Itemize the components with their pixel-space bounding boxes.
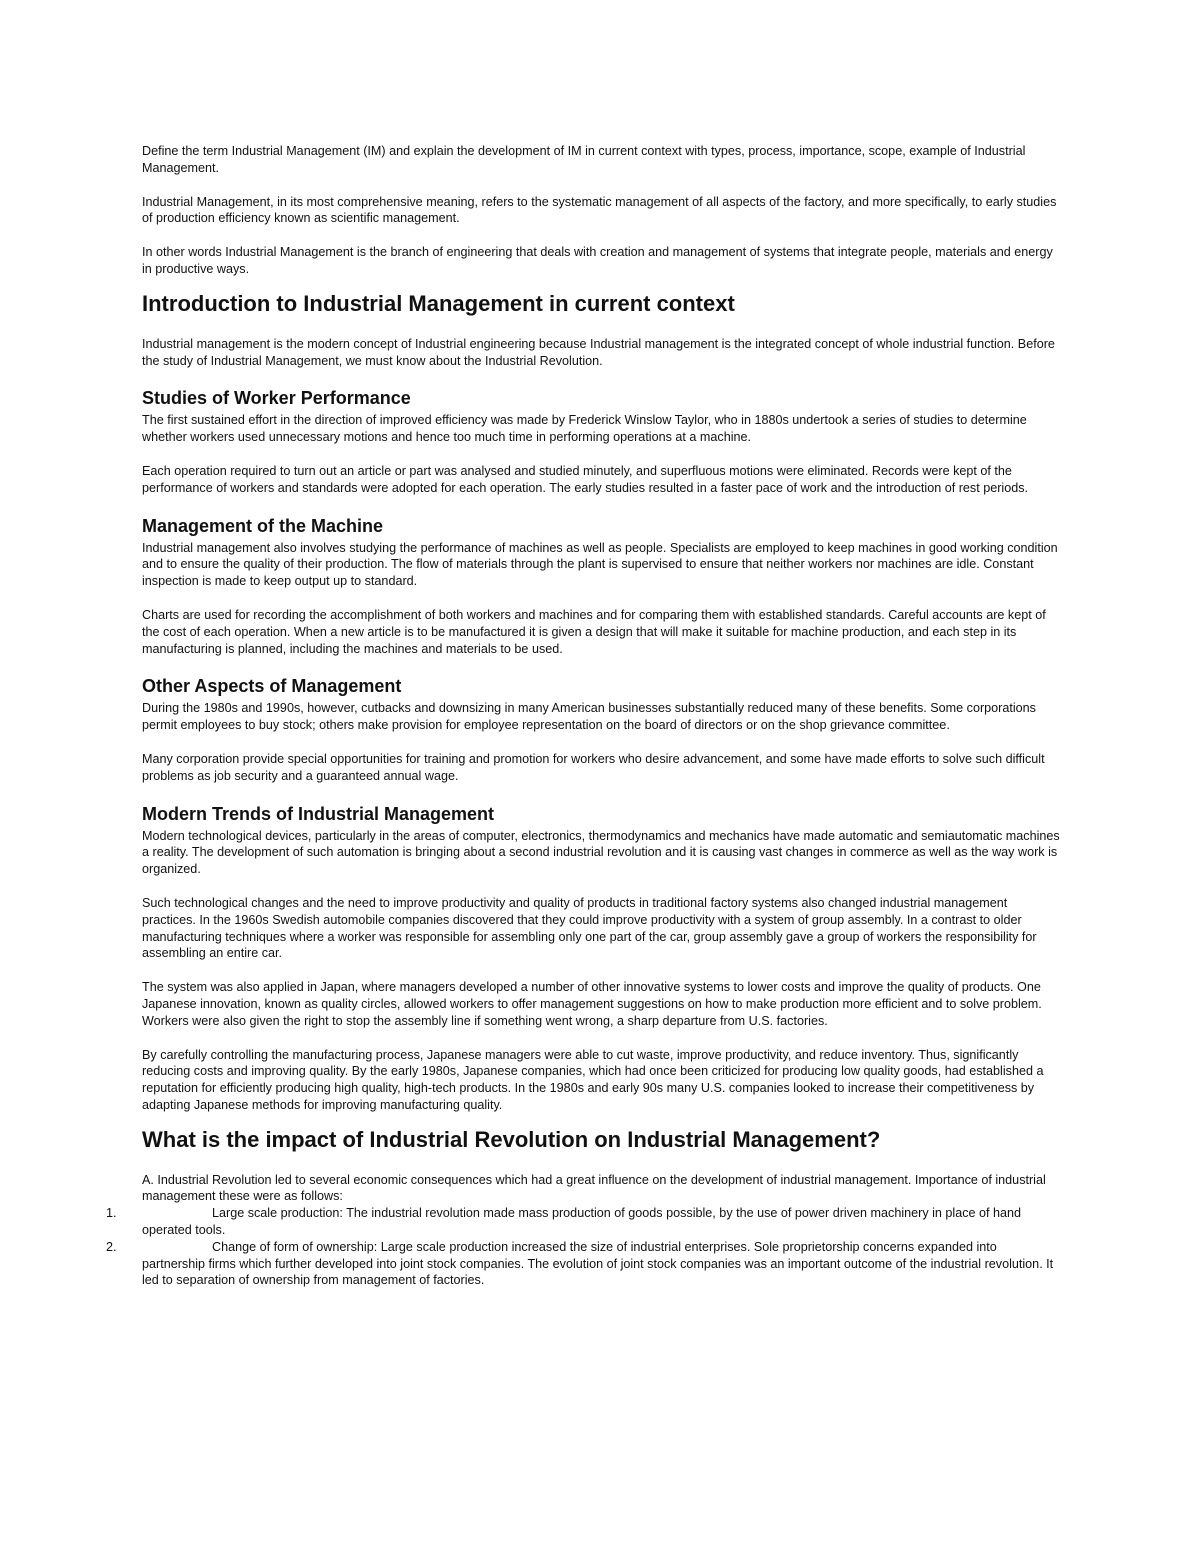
impact-answer: A. Industrial Revolution led to several economic consequences which had a great influence on the development of industrial management. Importance of industrial management these were as follows: (142, 1172, 1046, 1204)
worker-performance-paragraph-1: The first sustained effort in the direction of improved efficiency was made by Frederick Winslow Taylor, who in 1880s undertook a series of studies to determine whether workers used unnecessary motions and hence too much time in performing operations at a machine. (142, 413, 1027, 445)
list-item (106, 1205, 1060, 1239)
list-item-number: 1. (106, 1206, 117, 1221)
intro-paragraph-1: Industrial Management, in its most comprehensive meaning, refers to the systematic management of all aspects of the factory, and more specifically, to early studies of production efficiency known as scientific management. (142, 194, 1057, 226)
other-aspects-paragraph-1: During the 1980s and 1990s, however, cutbacks and downsizing in many American businesses substantially reduced many of these benefits. Some corporations permit employees to buy stock; others make provision for employee representation on the board of directors or on the shop grievance committee. (142, 701, 1036, 733)
worker-performance-paragraph-2: Each operation required to turn out an article or part was analysed and studied minutely, and superfluous motions were eliminated. Records were kept of the performance of workers and standards were adopted for each operation. The early studies resulted in a faster pace of work and the introduction of rest periods. (142, 463, 1029, 495)
modern-trends-paragraph-4: By carefully controlling the manufacturing process, Japanese managers were able to cut waste, improve productivity, and reduce inventory. Thus, significantly reducing costs and improving quality. By the early 1980s, Japanese companies, which had once been criticized for producing low quality goods, had established a reputation for efficiently producing high quality, high-tech products. In the 1980s and early 90s many U.S. companies looked to increase their competitiveness by adapting Japanese methods for improving manufacturing quality. (142, 1047, 1044, 1112)
current-context-paragraph: Industrial management is the modern concept of Industrial engineering because Industrial management is the integrated concept of whole industrial function. Before the study of Industrial Management, we must know about the Industrial Revolution. (142, 336, 1055, 368)
intro-paragraph-2: In other words Industrial Management is the branch of engineering that deals with creation and management of systems that integrate people, materials and energy in productive ways. (142, 245, 1053, 276)
document-page (106, 143, 1060, 1289)
heading-impact: What is the impact of Industrial Revolution on Industrial Management? (142, 1126, 881, 1152)
list-item-number: 2. (106, 1239, 117, 1254)
heading-worker-performance: Studies of Worker Performance (142, 388, 411, 409)
modern-trends-paragraph-3: The system was also applied in Japan, where managers developed a number of other innovative systems to lower costs and improve the quality of products. One Japanese innovation, known as quality circles, allowed workers to offer management suggestions on how to make production more efficient and to solve problem. Workers were also given the right to stop the assembly line if something went wrong, a sharp departure from U.S. factories. (142, 980, 1042, 1028)
machine-paragraph-1: Industrial management also involves studying the performance of machines as well as people. Specialists are employed to keep machines in good working condition and to ensure the quality of their production. The flow of materials through the plant is supervised to ensure that neither workers nor machines are idle. Constant inspection is made to keep output up to standard. (142, 540, 1058, 589)
other-aspects-paragraph-2: Many corporation provide special opportunities for training and promotion for workers who desire advancement, and some have made efforts to solve such difficult problems as job security and a guaranteed annual wage. (142, 751, 1045, 783)
intro-question: Define the term Industrial Management (IM) and explain the development of IM in current context with types, process, importance, scope, example of Industrial Management. (142, 144, 1026, 175)
impact-list (106, 1205, 1060, 1289)
heading-modern-trends: Modern Trends of Industrial Management (142, 803, 495, 824)
heading-machine: Management of the Machine (142, 515, 384, 536)
machine-paragraph-2: Charts are used for recording the accomplishment of both workers and machines and for comparing them with established standards. Careful accounts are kept of the cost of each operation. When a new article is to be manufactured it is given a design that will make it suitable for machine production, and each step in its manufacturing is planned, including the machines and materials to be used. (142, 607, 1046, 656)
modern-trends-paragraph-2: Such technological changes and the need to improve productivity and quality of products in traditional factory systems also changed industrial management practices. In the 1960s Swedish automobile companies discovered that they could improve productivity with a system of group assembly. In a contrast to older manufacturing techniques where a worker was responsible for assembling only one part of the car, group assembly gave a group of workers the responsibility for assembling an entire car. (142, 895, 1037, 961)
modern-trends-paragraph-1: Modern technological devices, particularly in the areas of computer, electronics, thermodynamics and mechanics have made automatic and semiautomatic machines a reality. The development of such automation is bringing about a second industrial revolution and it is causing vast changes in commerce as well as the way work is organized. (142, 828, 1060, 877)
list-item-text: Change of form of ownership: Large scale production increased the size of industrial enterprises. Sole proprietorship concerns expanded into partnership firms which further developed into joint stock companies. The evolution of joint stock companies was an important outcome of the industrial revolution. It led to separation of ownership from management of factories. (142, 1239, 1054, 1288)
heading-current-context: Introduction to Industrial Management in current context (142, 290, 735, 316)
heading-other-aspects: Other Aspects of Management (142, 676, 402, 697)
list-item-text: Large scale production: The industrial revolution made mass production of goods possible, by the use of power driven machinery in place of hand operated tools. (142, 1206, 1022, 1238)
list-item (106, 1239, 1060, 1289)
